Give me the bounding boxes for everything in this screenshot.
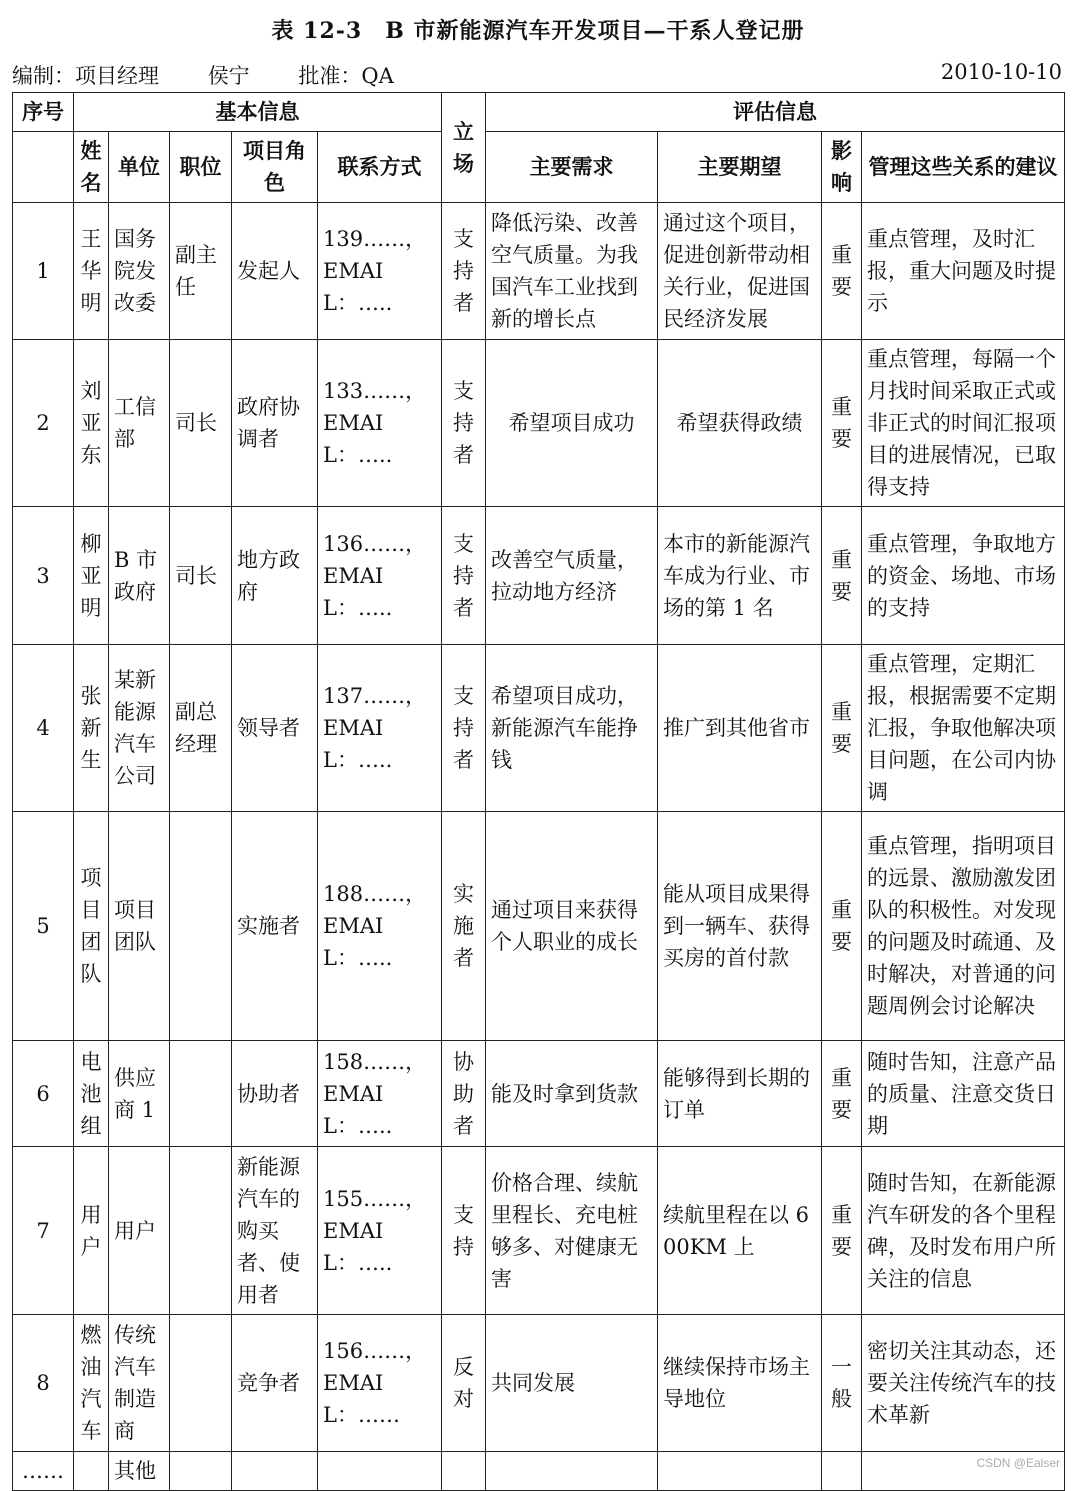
cell-role: 发起人 <box>232 203 318 340</box>
cell-influence: 重要 <box>822 340 862 507</box>
cell-contact: 133……，EMAIL：….. <box>318 340 442 507</box>
cell-role: 领导者 <box>232 645 318 812</box>
cell-seq: 5 <box>13 812 74 1041</box>
cell-contact: 137……，EMAIL：….. <box>318 645 442 812</box>
cell-advice: 重点管理，争取地方的资金、场地、市场的支持 <box>862 507 1065 645</box>
table-row <box>13 1315 1065 1452</box>
cell-expect: 能从项目成果得到一辆车、获得买房的首付款 <box>658 812 822 1041</box>
cell-expect: 通过这个项目，促进创新带动相关行业，促进国民经济发展 <box>658 203 822 340</box>
cell-needs: 希望项目成功，新能源汽车能挣钱 <box>486 645 658 812</box>
cell-position: 司长 <box>170 507 232 645</box>
cell-needs: 共同发展 <box>486 1315 658 1452</box>
table-row <box>13 507 1065 645</box>
header-expect: 主要期望 <box>658 132 822 203</box>
cell-advice: 重点管理，定期汇报，根据需要不定期汇报，争取他解决项目问题，在公司内协调 <box>862 645 1065 812</box>
cell-influence <box>822 1452 862 1491</box>
cell-stance: 协助者 <box>442 1041 486 1147</box>
stakeholder-register-table <box>12 92 1065 1491</box>
cell-seq: …… <box>13 1452 74 1491</box>
cell-unit: 工信部 <box>109 340 170 507</box>
cell-influence: 重要 <box>822 203 862 340</box>
cell-stance <box>442 1452 486 1491</box>
approver-label: 批准：QA <box>298 64 394 88</box>
cell-unit: B 市政府 <box>109 507 170 645</box>
cell-expect: 希望获得政绩 <box>658 340 822 507</box>
watermark: CSDN @Ealser <box>976 1456 1060 1470</box>
cell-name: 电池组 <box>74 1041 109 1147</box>
cell-name: 张新生 <box>74 645 109 812</box>
cell-contact: 156……，EMAIL：…… <box>318 1315 442 1452</box>
header-seq-empty <box>13 132 74 203</box>
cell-unit: 项目团队 <box>109 812 170 1041</box>
header-row-1 <box>13 93 1065 132</box>
cell-unit: 传统汽车制造商 <box>109 1315 170 1452</box>
cell-stance: 支持者 <box>442 645 486 812</box>
cell-expect: 能够得到长期的订单 <box>658 1041 822 1147</box>
cell-seq: 3 <box>13 507 74 645</box>
cell-influence: 重要 <box>822 507 862 645</box>
header-advice: 管理这些关系的建议 <box>862 132 1065 203</box>
cell-position <box>170 1147 232 1315</box>
cell-contact: 155……，EMAIL：….. <box>318 1147 442 1315</box>
cell-expect: 续航里程在以 600KM 上 <box>658 1147 822 1315</box>
cell-stance: 反对 <box>442 1315 486 1452</box>
cell-role: 实施者 <box>232 812 318 1041</box>
header-seq: 序号 <box>13 93 74 132</box>
cell-seq: 1 <box>13 203 74 340</box>
table-title: 表 12-3 B 市新能源汽车开发项目—干系人登记册 <box>271 18 805 44</box>
cell-needs: 能及时拿到货款 <box>486 1041 658 1147</box>
header-row-2 <box>13 132 1065 203</box>
table-row <box>13 812 1065 1041</box>
header-name: 姓名 <box>74 132 109 203</box>
cell-unit: 某新能源汽车公司 <box>109 645 170 812</box>
cell-influence: 重要 <box>822 1147 862 1315</box>
cell-influence: 重要 <box>822 1041 862 1147</box>
table-row <box>13 1147 1065 1315</box>
cell-role: 新能源汽车的购买者、使用者 <box>232 1147 318 1315</box>
cell-needs: 希望项目成功 <box>486 340 658 507</box>
cell-contact: 158……，EMAIL：….. <box>318 1041 442 1147</box>
compiler-person: 侯宁 <box>207 64 250 88</box>
cell-needs: 改善空气质量，拉动地方经济 <box>486 507 658 645</box>
cell-name: 柳亚明 <box>74 507 109 645</box>
header-basic-info: 基本信息 <box>74 93 442 132</box>
cell-contact: 139……，EMAIL：….. <box>318 203 442 340</box>
table-row <box>13 203 1065 340</box>
cell-needs: 降低污染、改善空气质量。为我国汽车工业找到新的增长点 <box>486 203 658 340</box>
cell-role: 政府协调者 <box>232 340 318 507</box>
header-role: 项目角色 <box>232 132 318 203</box>
cell-seq: 2 <box>13 340 74 507</box>
cell-position: 副主任 <box>170 203 232 340</box>
cell-stance: 支持者 <box>442 203 486 340</box>
header-unit: 单位 <box>109 132 170 203</box>
cell-needs <box>486 1452 658 1491</box>
header-needs: 主要需求 <box>486 132 658 203</box>
cell-expect: 继续保持市场主导地位 <box>658 1315 822 1452</box>
header-eval-info: 评估信息 <box>486 93 1065 132</box>
cell-name: 用户 <box>74 1147 109 1315</box>
table-row <box>13 1041 1065 1147</box>
cell-advice: 重点管理，及时汇报，重大问题及时提示 <box>862 203 1065 340</box>
cell-name: 刘亚东 <box>74 340 109 507</box>
header-position: 职位 <box>170 132 232 203</box>
table-row <box>13 1452 1065 1491</box>
cell-advice: 重点管理，每隔一个月找时间采取正式或非正式的时间汇报项目的进展情况，已取得支持 <box>862 340 1065 507</box>
cell-needs: 通过项目来获得个人职业的成长 <box>486 812 658 1041</box>
cell-stance: 支持者 <box>442 507 486 645</box>
cell-role: 协助者 <box>232 1041 318 1147</box>
cell-unit: 用户 <box>109 1147 170 1315</box>
cell-advice: 随时告知，在新能源汽车研发的各个里程碑，及时发布用户所关注的信息 <box>862 1147 1065 1315</box>
cell-advice: 随时告知，注意产品的质量、注意交货日期 <box>862 1041 1065 1147</box>
date-label: 2010-10-10 <box>940 60 1062 84</box>
cell-name: 燃油汽车 <box>74 1315 109 1452</box>
cell-needs: 价格合理、续航里程长、充电桩够多、对健康无害 <box>486 1147 658 1315</box>
cell-seq: 4 <box>13 645 74 812</box>
cell-influence: 重要 <box>822 645 862 812</box>
cell-influence: 重要 <box>822 812 862 1041</box>
header-influence: 影响 <box>822 132 862 203</box>
table-row <box>13 340 1065 507</box>
cell-name: 项目团队 <box>74 812 109 1041</box>
table-row <box>13 645 1065 812</box>
cell-contact <box>318 1452 442 1491</box>
cell-stance: 支持 <box>442 1147 486 1315</box>
cell-seq: 7 <box>13 1147 74 1315</box>
cell-position <box>170 1041 232 1147</box>
cell-advice: 重点管理，指明项目的远景、激励激发团队的积极性。对发现的问题及时疏通、及时解决，对普通的问题周例会讨论解决 <box>862 812 1065 1041</box>
cell-seq: 8 <box>13 1315 74 1452</box>
cell-expect: 推广到其他省市 <box>658 645 822 812</box>
cell-position <box>170 1315 232 1452</box>
cell-position: 副总经理 <box>170 645 232 812</box>
header-contact: 联系方式 <box>318 132 442 203</box>
meta-line <box>12 60 1062 90</box>
cell-seq: 6 <box>13 1041 74 1147</box>
cell-role: 竞争者 <box>232 1315 318 1452</box>
cell-unit: 其他 <box>109 1452 170 1491</box>
cell-unit: 国务院发改委 <box>109 203 170 340</box>
compiler-label: 编制：项目经理 <box>12 64 159 88</box>
cell-contact: 136……，EMAIL：….. <box>318 507 442 645</box>
cell-stance: 实施者 <box>442 812 486 1041</box>
cell-stance: 支持者 <box>442 340 486 507</box>
cell-name <box>74 1452 109 1491</box>
cell-role: 地方政府 <box>232 507 318 645</box>
cell-name: 王华明 <box>74 203 109 340</box>
cell-role <box>232 1452 318 1491</box>
cell-position <box>170 812 232 1041</box>
header-stance: 立场 <box>442 93 486 203</box>
cell-position <box>170 1452 232 1491</box>
cell-influence: 一般 <box>822 1315 862 1452</box>
cell-unit: 供应商 1 <box>109 1041 170 1147</box>
cell-expect: 本市的新能源汽车成为行业、市场的第 1 名 <box>658 507 822 645</box>
cell-advice: 密切关注其动态，还要关注传统汽车的技术革新 <box>862 1315 1065 1452</box>
cell-contact: 188……，EMAIL：….. <box>318 812 442 1041</box>
cell-expect <box>658 1452 822 1491</box>
cell-position: 司长 <box>170 340 232 507</box>
